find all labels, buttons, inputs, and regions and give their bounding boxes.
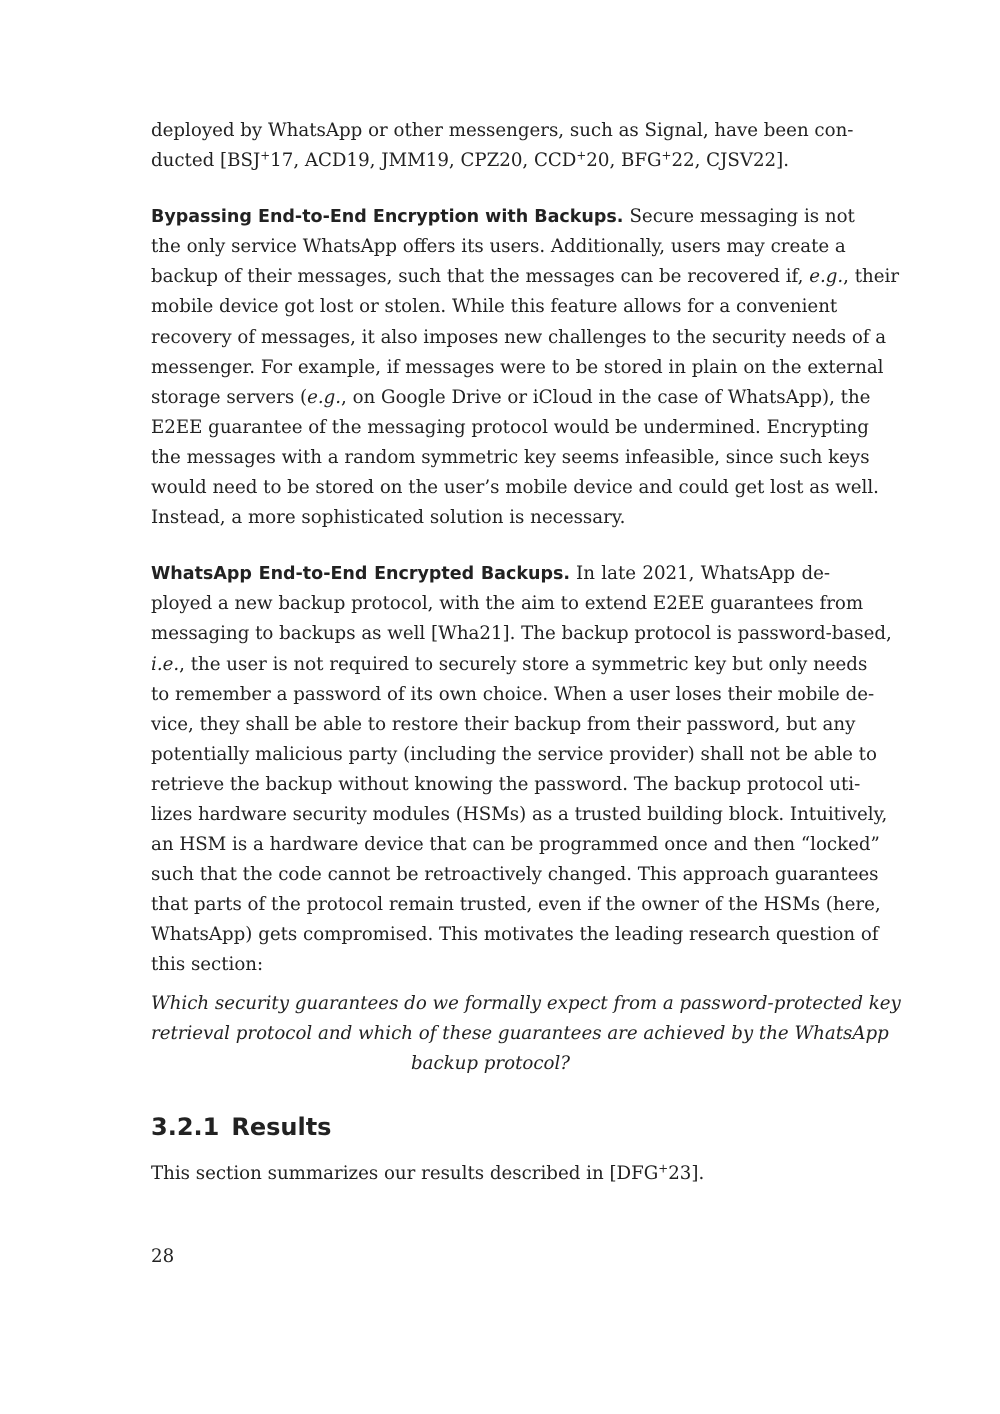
- superscript: +: [661, 148, 672, 163]
- text-line: the only service WhatsApp offers its users. Additionally, users may create a: [151, 236, 846, 258]
- text-line: [151, 383, 871, 413]
- research-question: [151, 989, 901, 1079]
- text-line: [151, 262, 900, 292]
- page-body: [151, 116, 901, 1079]
- text-span: This section summarizes our results described in [DFG: [151, 1163, 659, 1184]
- text-line: the messages with a random symmetric key seems infeasible, since such keys: [151, 446, 870, 468]
- section-number: 3.2.1: [151, 1113, 220, 1141]
- intro-paragraph: [151, 116, 854, 176]
- text-span: , on Google Drive or iCloud in the case of WhatsApp), the: [341, 386, 871, 408]
- page-number: 28: [151, 1246, 175, 1267]
- text-line: messaging to backups as well [Wha21]. The backup protocol is password-based,: [151, 623, 892, 645]
- text-line: vice, they shall be able to restore their backup from their password, but any: [151, 713, 856, 735]
- text-line: [151, 559, 830, 589]
- text-line: to remember a password of its own choice. When a user loses their mobile de-: [151, 683, 875, 705]
- text-line: retrieve the backup without knowing the password. The backup protocol uti-: [151, 773, 861, 795]
- text-span: In late 2021, WhatsApp de-: [576, 563, 831, 585]
- text-line: messenger. For example, if messages were to be stored in plain on the external: [151, 356, 884, 378]
- bypassing-paragraph: [151, 202, 900, 533]
- text-line: this section:: [151, 954, 264, 976]
- text-line: that parts of the protocol remain trusted, even if the owner of the HSMs (here,: [151, 894, 881, 916]
- encrypted-backups-paragraph: [151, 559, 892, 980]
- question-line: retrieval protocol and which of these guarantees are achieved by the WhatsApp: [151, 1022, 889, 1044]
- paragraph-heading: WhatsApp End-to-End Encrypted Backups.: [151, 564, 571, 585]
- italic-abbrev: e.g.: [809, 266, 844, 288]
- paragraph-heading: Bypassing End-to-End Encryption with Backups.: [151, 207, 624, 228]
- citation-text: 20, BFG: [586, 150, 662, 172]
- text-line: Instead, a more sophisticated solution is necessary.: [151, 507, 626, 529]
- italic-abbrev: e.g.: [307, 386, 342, 408]
- text-span: , the user is not required to securely store a symmetric key but only needs: [179, 653, 868, 675]
- citation-text: 22, CJSV22].: [671, 150, 789, 172]
- text-line: recovery of messages, it also imposes new challenges to the security needs of a: [151, 326, 887, 348]
- superscript: +: [576, 148, 587, 163]
- text-line: [151, 202, 855, 232]
- text-span: Secure messaging is not: [629, 206, 855, 228]
- results-paragraph: [151, 1159, 830, 1189]
- text-line: WhatsApp) gets compromised. This motivates the leading research question of: [151, 924, 879, 946]
- text-span: storage servers (: [151, 386, 308, 408]
- text-line: potentially malicious party (including the service provider) shall not be able to: [151, 743, 877, 765]
- section-title: Results: [231, 1113, 332, 1141]
- text-span: 23].: [668, 1163, 705, 1184]
- text-line: deployed by WhatsApp or other messengers, such as Signal, have been con-: [151, 120, 854, 141]
- text-line: would need to be stored on the user’s mobile device and could get lost as well.: [151, 477, 879, 499]
- text-line: [151, 650, 868, 680]
- text-line: E2EE guarantee of the messaging protocol would be undermined. Encrypting: [151, 416, 869, 438]
- italic-abbrev: i.e.: [151, 653, 180, 675]
- text-span: , their: [843, 266, 900, 288]
- superscript: +: [658, 1161, 669, 1176]
- text-line: lizes hardware security modules (HSMs) as a trusted building block. Intuitively,: [151, 803, 888, 825]
- question-line: backup protocol?: [410, 1052, 571, 1074]
- text-line: such that the code cannot be retroactively changed. This approach guarantees: [151, 864, 879, 886]
- citation-text: ducted [BSJ: [151, 150, 261, 172]
- text-line: ployed a new backup protocol, with the aim to extend E2EE guarantees from: [151, 593, 864, 615]
- text-line: [151, 146, 830, 176]
- text-line: mobile device got lost or stolen. While this feature allows for a convenient: [151, 296, 838, 318]
- question-line: Which security guarantees do we formally expect from a password-protected key: [151, 992, 901, 1014]
- text-span: backup of their messages, such that the messages can be recovered if,: [151, 266, 804, 288]
- superscript: +: [260, 148, 271, 163]
- citation-text: 17, ACD19, JMM19, CPZ20, CCD: [270, 150, 577, 172]
- text-line: an HSM is a hardware device that can be programmed once and then “locked”: [151, 834, 880, 856]
- section-heading: [151, 1113, 331, 1141]
